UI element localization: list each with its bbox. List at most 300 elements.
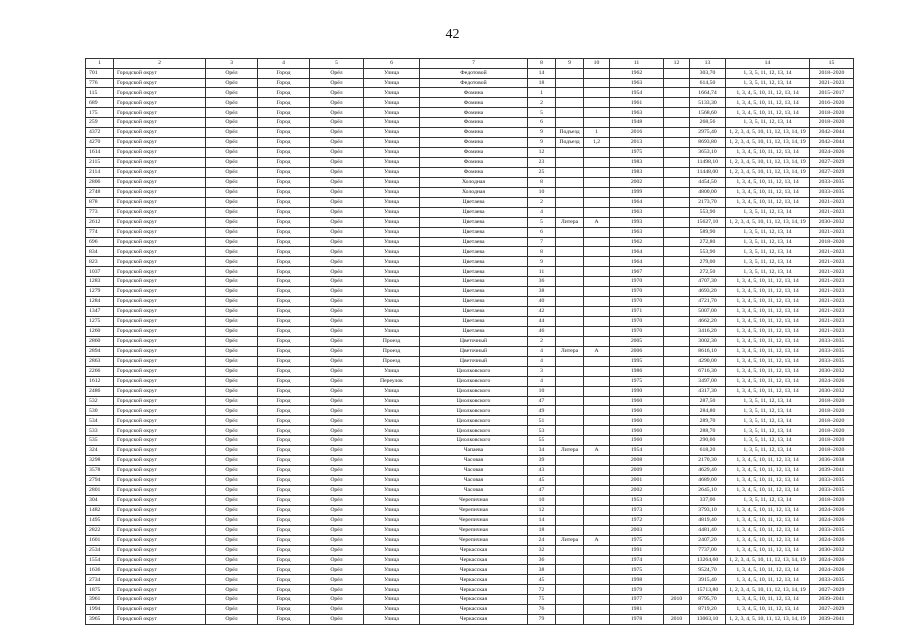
table-cell [556,376,584,386]
table-cell: Город [258,376,310,386]
table-cell: Орёл [206,108,258,118]
table-cell: 1,2 [584,138,610,148]
table-cell: 1, 2, 3, 4, 5, 10, 11, 12, 13, 14, 19 [726,615,810,625]
table-cell: 553,90 [690,247,726,257]
table-cell: Орёл [310,68,364,78]
table-cell [556,485,584,495]
table-cell: Город [258,138,310,148]
table-cell: 1979 [610,585,664,595]
table-cell: Орёл [310,247,364,257]
table-cell: 1, 3, 4, 5, 10, 11, 12, 13, 14 [726,108,810,118]
table-cell [664,317,690,327]
table-cell: Городской округ [114,585,206,595]
table-cell [664,426,690,436]
table-cell: Орёл [206,565,258,575]
table-cell: 1977 [610,595,664,605]
table-cell: 3965 [86,615,114,625]
table-cell: 14 [528,515,556,525]
table-row [86,376,854,386]
table-cell [664,575,690,585]
table-cell: Город [258,446,310,456]
table-cell: 2021–2023 [810,247,854,257]
table-cell: 2018–2020 [810,118,854,128]
table-cell: 1, 3, 4, 5, 10, 11, 12, 13, 14 [726,476,810,486]
table-cell: Орёл [310,158,364,168]
table-cell [556,565,584,575]
table-cell: Орёл [310,177,364,187]
table-cell [664,128,690,138]
table-cell [556,575,584,585]
table-cell [584,307,610,317]
table-cell [664,326,690,336]
table-row [86,535,854,545]
table-cell: Циолковского [420,416,528,426]
table-cell: 4629,40 [690,466,726,476]
table-cell: 18 [528,78,556,88]
table-cell [664,476,690,486]
table-cell: 1999 [610,187,664,197]
table-row [86,545,854,555]
table-cell [664,217,690,227]
table-cell: Черкасская [420,575,528,585]
table-cell: 2021–2023 [810,78,854,88]
table-cell: 1, 3, 4, 5, 10, 11, 12, 13, 14 [726,317,810,327]
table-cell: 1614 [86,148,114,158]
table-row [86,78,854,88]
table-cell [584,555,610,565]
table-row [86,336,854,346]
table-cell: Орёл [206,545,258,555]
table-cell: Орёл [206,555,258,565]
table-cell: 1994 [86,605,114,615]
table-cell: 2042–2044 [810,138,854,148]
table-cell: Улица [364,525,420,535]
table-cell: Городской округ [114,187,206,197]
table-cell: Городской округ [114,257,206,267]
table-cell: 2407,20 [690,535,726,545]
table-cell: Орёл [206,396,258,406]
table-cell: Улица [364,585,420,595]
table-cell: 2006 [610,346,664,356]
table-cell: Городской округ [114,476,206,486]
table-cell: 1, 3, 4, 5, 10, 11, 12, 13, 14 [726,297,810,307]
table-cell: Орёл [206,595,258,605]
table-cell [584,207,610,217]
table-cell [584,595,610,605]
table-cell: Орёл [310,336,364,346]
table-cell: Орёл [206,605,258,615]
table-cell: 5 [528,217,556,227]
table-cell: 1990 [610,386,664,396]
table-cell: Орёл [206,326,258,336]
table-cell: Городской округ [114,376,206,386]
table-cell: Город [258,595,310,605]
table-cell [664,158,690,168]
table-cell [584,615,610,625]
table-cell: Орёл [310,307,364,317]
table-cell: 1961 [610,98,664,108]
table-cell [556,396,584,406]
table-cell: Орёл [310,545,364,555]
table-cell [584,197,610,207]
table-cell: 1, 3, 4, 5, 10, 11, 12, 13, 14 [726,376,810,386]
table-cell: 4317,30 [690,386,726,396]
table-cell: Город [258,416,310,426]
table-cell: Улица [364,267,420,277]
table-cell: 2039–2041 [810,595,854,605]
table-row [86,257,854,267]
table-cell: 2008 [610,456,664,466]
table-cell: Циолковского [420,426,528,436]
table-cell: Город [258,277,310,287]
table-cell: Циолковского [420,376,528,386]
table-cell: 2027–2029 [810,605,854,615]
table-cell: Улица [364,466,420,476]
table-cell [664,148,690,158]
table-cell: Орёл [310,555,364,565]
table-cell: 776 [86,78,114,88]
table-cell: 38 [528,565,556,575]
table-cell: Город [258,78,310,88]
table-cell: Орёл [206,615,258,625]
table-cell [584,476,610,486]
table-cell: 1, 3, 5, 11, 12, 13, 14 [726,118,810,128]
table-cell: 45 [528,575,556,585]
column-header: 15 [810,59,854,69]
table-cell [664,108,690,118]
table-cell: 1960 [610,436,664,446]
table-cell: 2039–2041 [810,466,854,476]
column-header: 6 [364,59,420,69]
column-header: 1 [86,59,114,69]
table-cell: Улица [364,187,420,197]
table-cell [556,68,584,78]
table-cell: Город [258,495,310,505]
table-cell: Цветаева [420,267,528,277]
table-cell: 1, 3, 4, 5, 10, 11, 12, 13, 14 [726,366,810,376]
table-cell: 272,80 [690,237,726,247]
table-cell: Фомина [420,167,528,177]
table-cell: 2010 [664,615,690,625]
table-cell: 11448,00 [690,167,726,177]
table-cell: 279,00 [690,257,726,267]
table-cell: Улица [364,515,420,525]
table-cell: Городской округ [114,118,206,128]
table-cell: Орёл [206,346,258,356]
table-cell [664,565,690,575]
table-cell: Фомина [420,98,528,108]
table-cell: Орёл [310,436,364,446]
table-cell: 2170,30 [690,456,726,466]
table-cell: 1953 [610,495,664,505]
table-cell [584,317,610,327]
table-header [86,59,854,69]
table-cell [556,595,584,605]
table-cell: Орёл [310,78,364,88]
table-cell: Черкасская [420,545,528,555]
table-cell: 1, 3, 5, 11, 12, 13, 14 [726,495,810,505]
table-cell: Город [258,396,310,406]
table-cell: Городской округ [114,326,206,336]
table-row [86,446,854,456]
table-cell: Орёл [310,237,364,247]
table-cell: 2114 [86,167,114,177]
table-row [86,605,854,615]
table-cell: 2016–2020 [810,98,854,108]
table-cell: 3497,00 [690,376,726,386]
table-cell: 1, 3, 4, 5, 10, 11, 12, 13, 14 [726,565,810,575]
table-cell: Городской округ [114,207,206,217]
table-cell: 4662,20 [690,317,726,327]
table-row [86,138,854,148]
table-cell [556,118,584,128]
table-cell: 2024–2026 [810,376,854,386]
table-cell: 1975 [610,148,664,158]
table-cell: Орёл [206,376,258,386]
table-cell [584,187,610,197]
table-cell: 1963 [610,227,664,237]
table-cell: 1970 [610,317,664,327]
table-cell: Орёл [206,505,258,515]
table-cell [584,466,610,476]
table-cell: Город [258,187,310,197]
table-cell [664,376,690,386]
table-cell: 4 [528,346,556,356]
table-cell: Город [258,336,310,346]
table-cell: 2115 [86,158,114,168]
table-cell: 2002 [610,177,664,187]
table-cell: Городской округ [114,426,206,436]
table-row [86,177,854,187]
table-cell [664,416,690,426]
table-cell: Орёл [310,287,364,297]
table-cell: 8 [528,247,556,257]
table-cell: 1978 [610,615,664,625]
table-cell: 4 [528,207,556,217]
table-cell: 1, 3, 5, 11, 12, 13, 14 [726,237,810,247]
table-row [86,595,854,605]
table-cell: Город [258,158,310,168]
table-cell: Городской округ [114,386,206,396]
table-cell [664,287,690,297]
table-cell: 2003 [610,525,664,535]
table-cell: Улица [364,158,420,168]
table-cell: Улица [364,366,420,376]
table-cell: Литера [556,346,584,356]
table-cell [556,78,584,88]
table-cell: 11 [528,267,556,277]
table-cell: 40 [528,297,556,307]
table-cell: 1998 [610,575,664,585]
table-cell: 1954 [610,88,664,98]
table-cell [556,148,584,158]
table-cell: 47 [528,485,556,495]
table-cell [584,575,610,585]
housing-register-table [85,58,854,625]
table-cell: 290,60 [690,436,726,446]
table-cell [556,386,584,396]
table-row [86,227,854,237]
table-cell: 1279 [86,287,114,297]
table-cell: 175 [86,108,114,118]
table-cell: Город [258,585,310,595]
table-row [86,565,854,575]
table-cell: Орёл [206,287,258,297]
table-cell: 7 [528,237,556,247]
table-cell [556,227,584,237]
table-cell: Городской округ [114,466,206,476]
table-cell: 1, 3, 5, 11, 12, 13, 14 [726,257,810,267]
table-row [86,456,854,466]
table-cell: Фомина [420,128,528,138]
table-cell [584,376,610,386]
table-cell [556,177,584,187]
table-cell: 2021–2023 [810,257,854,267]
table-cell: Цветаева [420,197,528,207]
table-cell: Орёл [310,406,364,416]
table-cell: 2027–2029 [810,585,854,595]
table-cell: Орёл [206,485,258,495]
column-header: 13 [690,59,726,69]
table-cell: Городской округ [114,555,206,565]
table-cell: 47 [528,396,556,406]
table-cell: Улица [364,495,420,505]
table-cell: Цветаева [420,326,528,336]
table-cell: Орёл [206,456,258,466]
table-cell: Орёл [206,237,258,247]
table-cell: 36 [528,277,556,287]
table-cell [584,545,610,555]
table-cell: 2010 [664,595,690,605]
table-cell: Орёл [206,446,258,456]
table-cell [664,515,690,525]
table-row [86,436,854,446]
table-cell [664,495,690,505]
table-cell: Орёл [206,217,258,227]
table-cell [584,158,610,168]
table-cell: Орёл [206,575,258,585]
table-cell: Городской округ [114,406,206,416]
table-cell: Улица [364,227,420,237]
table-row [86,416,854,426]
table-row [86,307,854,317]
table-cell [664,277,690,287]
table-cell [664,138,690,148]
table-cell [664,267,690,277]
table-cell: Орёл [310,326,364,336]
table-cell: 115 [86,88,114,98]
table-cell: Город [258,217,310,227]
table-cell: Улица [364,307,420,317]
table-cell: 1981 [610,605,664,615]
table-cell: 1, 3, 4, 5, 10, 11, 12, 13, 14 [726,307,810,317]
table-cell: 12 [528,148,556,158]
table-cell: 1, 3, 4, 5, 10, 11, 12, 13, 14 [726,356,810,366]
table-cell: Орёл [310,376,364,386]
table-cell: 38 [528,287,556,297]
table-cell [556,436,584,446]
table-cell: 289,70 [690,416,726,426]
table-cell: 1, 3, 4, 5, 10, 11, 12, 13, 14 [726,456,810,466]
table-cell: Орёл [310,217,364,227]
table-cell: Подъезд [556,128,584,138]
table-cell: Орёл [206,535,258,545]
table-cell: 2822 [86,525,114,535]
table-cell: 3 [528,366,556,376]
table-cell: Орёл [310,485,364,495]
table-cell: Орёл [310,88,364,98]
table-row [86,247,854,257]
table-cell: 2024–2026 [810,148,854,158]
table-cell: 2018–2020 [810,396,854,406]
table-cell: 2975,40 [690,128,726,138]
table-cell: 1970 [610,297,664,307]
table-cell: Орёл [310,227,364,237]
table-cell: 12 [528,505,556,515]
table-cell [556,237,584,247]
table-cell: Орёл [206,307,258,317]
table-cell: Черкасская [420,595,528,605]
table-cell [664,257,690,267]
table-cell: Цветаева [420,227,528,237]
table-cell: Орёл [206,317,258,327]
table-cell: Цветочный [420,336,528,346]
table-cell: Город [258,485,310,495]
table-cell [556,366,584,376]
table-cell: 2009 [610,466,664,476]
table-row [86,237,854,247]
table-cell: 530 [86,406,114,416]
table-cell [556,207,584,217]
table-cell: 1601 [86,535,114,545]
table-cell: Город [258,466,310,476]
table-cell [556,167,584,177]
table-cell: 1, 3, 4, 5, 10, 11, 12, 13, 14 [726,98,810,108]
table-cell: Улица [364,207,420,217]
table-cell: Городской округ [114,227,206,237]
table-cell [556,108,584,118]
table-cell: 2033–2035 [810,525,854,535]
table-cell: 1612 [86,376,114,386]
table-cell [664,98,690,108]
table-cell: 1, 3, 4, 5, 10, 11, 12, 13, 14 [726,605,810,615]
table-cell: 1975 [610,376,664,386]
table-cell: 8719,20 [690,605,726,615]
table-cell: Город [258,167,310,177]
table-cell: 1, 3, 4, 5, 10, 11, 12, 13, 14 [726,386,810,396]
table-cell [556,406,584,416]
table-cell: Литера [556,446,584,456]
table-cell: Улица [364,68,420,78]
column-header: 11 [610,59,664,69]
table-cell [556,525,584,535]
table-cell: Черепичная [420,515,528,525]
table-cell: Цветочный [420,356,528,366]
table-cell: Город [258,386,310,396]
table-cell: 13264,60 [690,555,726,565]
table-cell: 42 [528,307,556,317]
table-cell: 1974 [610,555,664,565]
table-cell [556,257,584,267]
table-cell: Орёл [310,456,364,466]
column-header: 7 [420,59,528,69]
table-cell: 1, 3, 5, 11, 12, 13, 14 [726,267,810,277]
table-cell: 1, 3, 5, 11, 12, 13, 14 [726,227,810,237]
table-cell: Фомина [420,138,528,148]
table-cell: 1986 [610,366,664,376]
table-cell [556,555,584,565]
table-cell: 1960 [610,426,664,436]
